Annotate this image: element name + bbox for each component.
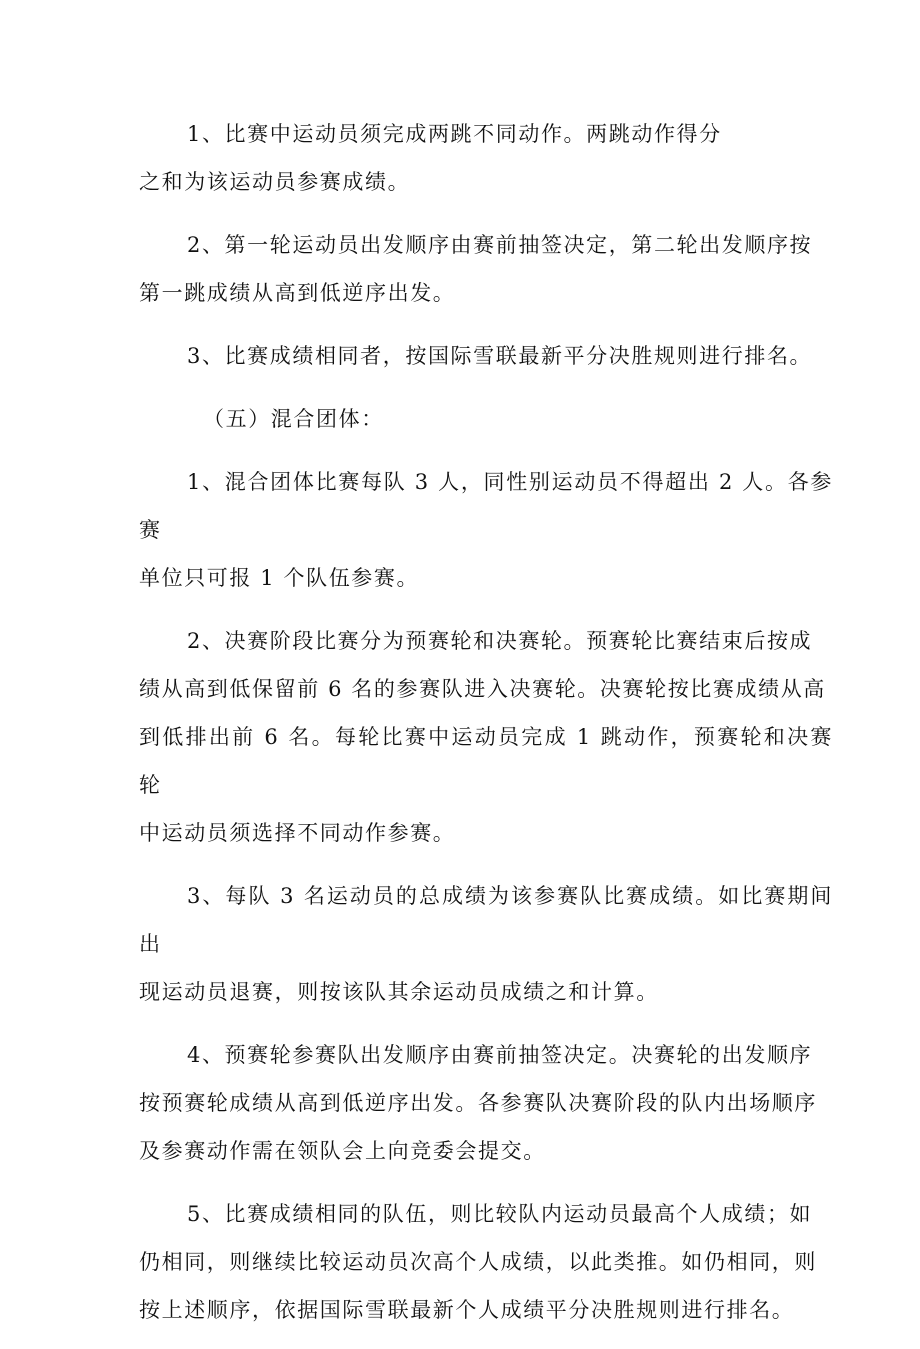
paragraph-line: 按预赛轮成绩从高到低逆序出发。各参赛队决赛阶段的队内出场顺序	[139, 1091, 817, 1115]
paragraph-team-rule-4	[139, 1031, 833, 1175]
document-body	[139, 110, 833, 1349]
paragraph-line: 3、比赛成绩相同者，按国际雪联最新平分决胜规则进行排名。	[187, 344, 813, 368]
paragraph-team-rule-2	[139, 617, 833, 857]
paragraph-line: 按上述顺序，依据国际雪联最新个人成绩平分决胜规则进行排名。	[139, 1298, 795, 1322]
paragraph-line: 仍相同，则继续比较运动员次高个人成绩，以此类推。如仍相同，则	[139, 1250, 817, 1274]
paragraph-line: 3、每队 3 名运动员的总成绩为该参赛队比赛成绩。如比赛期间出	[139, 884, 833, 956]
paragraph-line: 单位只可报 1 个队伍参赛。	[139, 566, 420, 590]
paragraph-line: 1、混合团体比赛每队 3 人，同性别运动员不得超出 2 人。各参赛	[139, 470, 833, 542]
paragraph-team-rule-1	[139, 458, 833, 602]
paragraph-line: 第一跳成绩从高到低逆序出发。	[139, 281, 456, 305]
paragraph-rule-2	[139, 221, 833, 317]
paragraph-line: 中运动员须选择不同动作参赛。	[139, 821, 456, 845]
paragraph-team-rule-3	[139, 872, 833, 1016]
paragraph-line: 4、预赛轮参赛队出发顺序由赛前抽签决定。决赛轮的出发顺序	[187, 1043, 813, 1067]
paragraph-line: 5、比赛成绩相同的队伍，则比较队内运动员最高个人成绩；如	[187, 1202, 813, 1226]
paragraph-line: 及参赛动作需在领队会上向竞委会提交。	[139, 1139, 546, 1163]
paragraph-line: 之和为该运动员参赛成绩。	[139, 170, 411, 194]
paragraph-line: 绩从高到低保留前 6 名的参赛队进入决赛轮。决赛轮按比赛成绩从高	[139, 677, 826, 701]
paragraph-line: 1、比赛中运动员须完成两跳不同动作。两跳动作得分	[187, 122, 722, 146]
section-heading: （五）混合团体：	[203, 407, 384, 431]
paragraph-team-rule-5	[139, 1190, 833, 1334]
paragraph-line: 2、决赛阶段比赛分为预赛轮和决赛轮。预赛轮比赛结束后按成	[187, 629, 813, 653]
paragraph-rule-1	[139, 110, 833, 206]
paragraph-line: 到低排出前 6 名。每轮比赛中运动员完成 1 跳动作，预赛轮和决赛轮	[139, 725, 833, 797]
paragraph-line: 2、第一轮运动员出发顺序由赛前抽签决定，第二轮出发顺序按	[187, 233, 813, 257]
paragraph-line: 现运动员退赛，则按该队其余运动员成绩之和计算。	[139, 980, 659, 1004]
paragraph-rule-3	[139, 332, 833, 380]
